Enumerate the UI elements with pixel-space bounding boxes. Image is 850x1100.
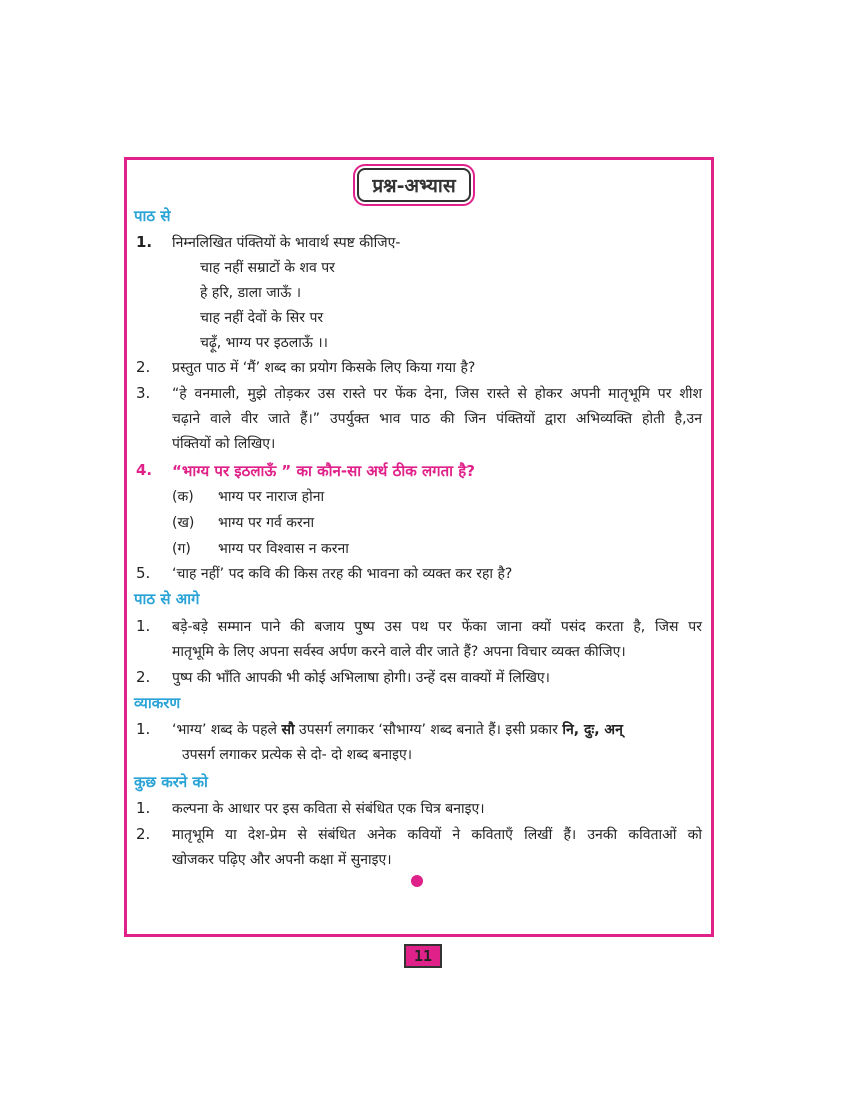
- question-number: 1.: [136, 617, 151, 635]
- section-heading-path-se: पाठ से: [134, 207, 171, 225]
- question-number: 2.: [136, 668, 151, 686]
- text-part: उपसर्ग लगाकर ‘सौभाग्य’ शब्द बनाते हैं। इसी प्रकार: [294, 722, 563, 738]
- question-text: बड़े-बड़े सम्मान पाने की बजाय पुष्प उस पथ पर फेंका जाना क्यों पसंद करता है, जिस पर: [172, 619, 702, 635]
- bold-prefixes: नि, दुः, अन्: [562, 722, 623, 738]
- question-number: 2.: [136, 825, 151, 843]
- question-number: 4.: [136, 461, 153, 479]
- section-heading-kuch-karne-ko: कुछ करने को: [134, 773, 208, 791]
- section-heading-vyakaran: व्याकरण: [134, 694, 181, 712]
- option-text: भाग्य पर गर्व करना: [218, 515, 315, 531]
- question-text: चढ़ाने वाले वीर जाते हैं।” उपर्युक्त भाव पाठ की जिन पंक्तियों द्वारा अभिव्यक्ति होती है,उन: [172, 411, 702, 427]
- question-number: 1.: [136, 233, 153, 251]
- question-text: उपसर्ग लगाकर प्रत्येक से दो- दो शब्द बनाइए।: [182, 747, 413, 763]
- question-text: पंक्तियों को लिखिए।: [172, 436, 276, 452]
- question-text: [172, 720, 702, 739]
- question-text: मातृभूमि या देश-प्रेम से संबंधित अनेक कवियों ने कविताएँ लिखीं हैं। उनकी कविताओं को: [172, 827, 702, 843]
- question-text: कल्पना के आधार पर इस कविता से संबंधित एक चित्र बनाइए।: [172, 801, 485, 817]
- question-text: निम्नलिखित पंक्तियों के भावार्थ स्पष्ट कीजिए-: [172, 235, 401, 251]
- poem-line: चढ़ूँ, भाग्य पर इठलाऊँ ।।: [200, 335, 328, 351]
- option-label: (ग): [172, 541, 191, 557]
- question-text: ‘चाह नहीं’ पद कवि की किस तरह की भावना को व्यक्त कर रहा है?: [172, 566, 513, 582]
- text-part: ‘भाग्य’ शब्द के पहले: [172, 722, 282, 738]
- question-text: “हे वनमाली, मुझे तोड़कर उस रास्ते पर फेंक देना, जिस रास्ते से होकर अपनी मातृभूमि पर शीश: [172, 386, 702, 402]
- poem-line: चाह नहीं सम्राटों के शव पर: [200, 260, 335, 276]
- page-title: प्रश्न-अभ्यास: [357, 168, 471, 202]
- question-number: 5.: [136, 564, 151, 582]
- option-label: (ख): [172, 515, 195, 531]
- question-number: 1.: [136, 799, 151, 817]
- option-label: (क): [172, 489, 194, 505]
- question-text: “भाग्य पर इठलाऊँ ” का कौन-सा अर्थ ठीक लगता है?: [172, 462, 475, 480]
- page-number: 11: [404, 944, 442, 968]
- question-text: मातृभूमि के लिए अपना सर्वस्व अर्पण करने वाले वीर जाते हैं? अपना विचार व्यक्त कीजिए।: [172, 644, 626, 660]
- poem-line: चाह नहीं देवों के सिर पर: [200, 310, 324, 326]
- section-heading-path-se-aage: पाठ से आगे: [134, 590, 200, 608]
- question-text: पुष्प की भाँति आपकी भी कोई अभिलाषा होगी। उन्हें दस वाक्यों में लिखिए।: [172, 670, 550, 686]
- question-number: 3.: [136, 384, 151, 402]
- option-text: भाग्य पर विश्वास न करना: [218, 541, 349, 557]
- bold-prefix: सौ: [281, 722, 295, 738]
- option-text: भाग्य पर नाराज होना: [218, 489, 325, 505]
- question-number: 2.: [136, 358, 151, 376]
- poem-line: हे हरि, डाला जाऊँ ।: [200, 285, 302, 301]
- question-text: प्रस्तुत पाठ में ‘मैं’ शब्द का प्रयोग किसके लिए किया गया है?: [172, 360, 476, 376]
- decorative-dot: [411, 875, 423, 887]
- question-text: खोजकर पढ़िए और अपनी कक्षा में सुनाइए।: [172, 852, 392, 868]
- question-number: 1.: [136, 720, 151, 738]
